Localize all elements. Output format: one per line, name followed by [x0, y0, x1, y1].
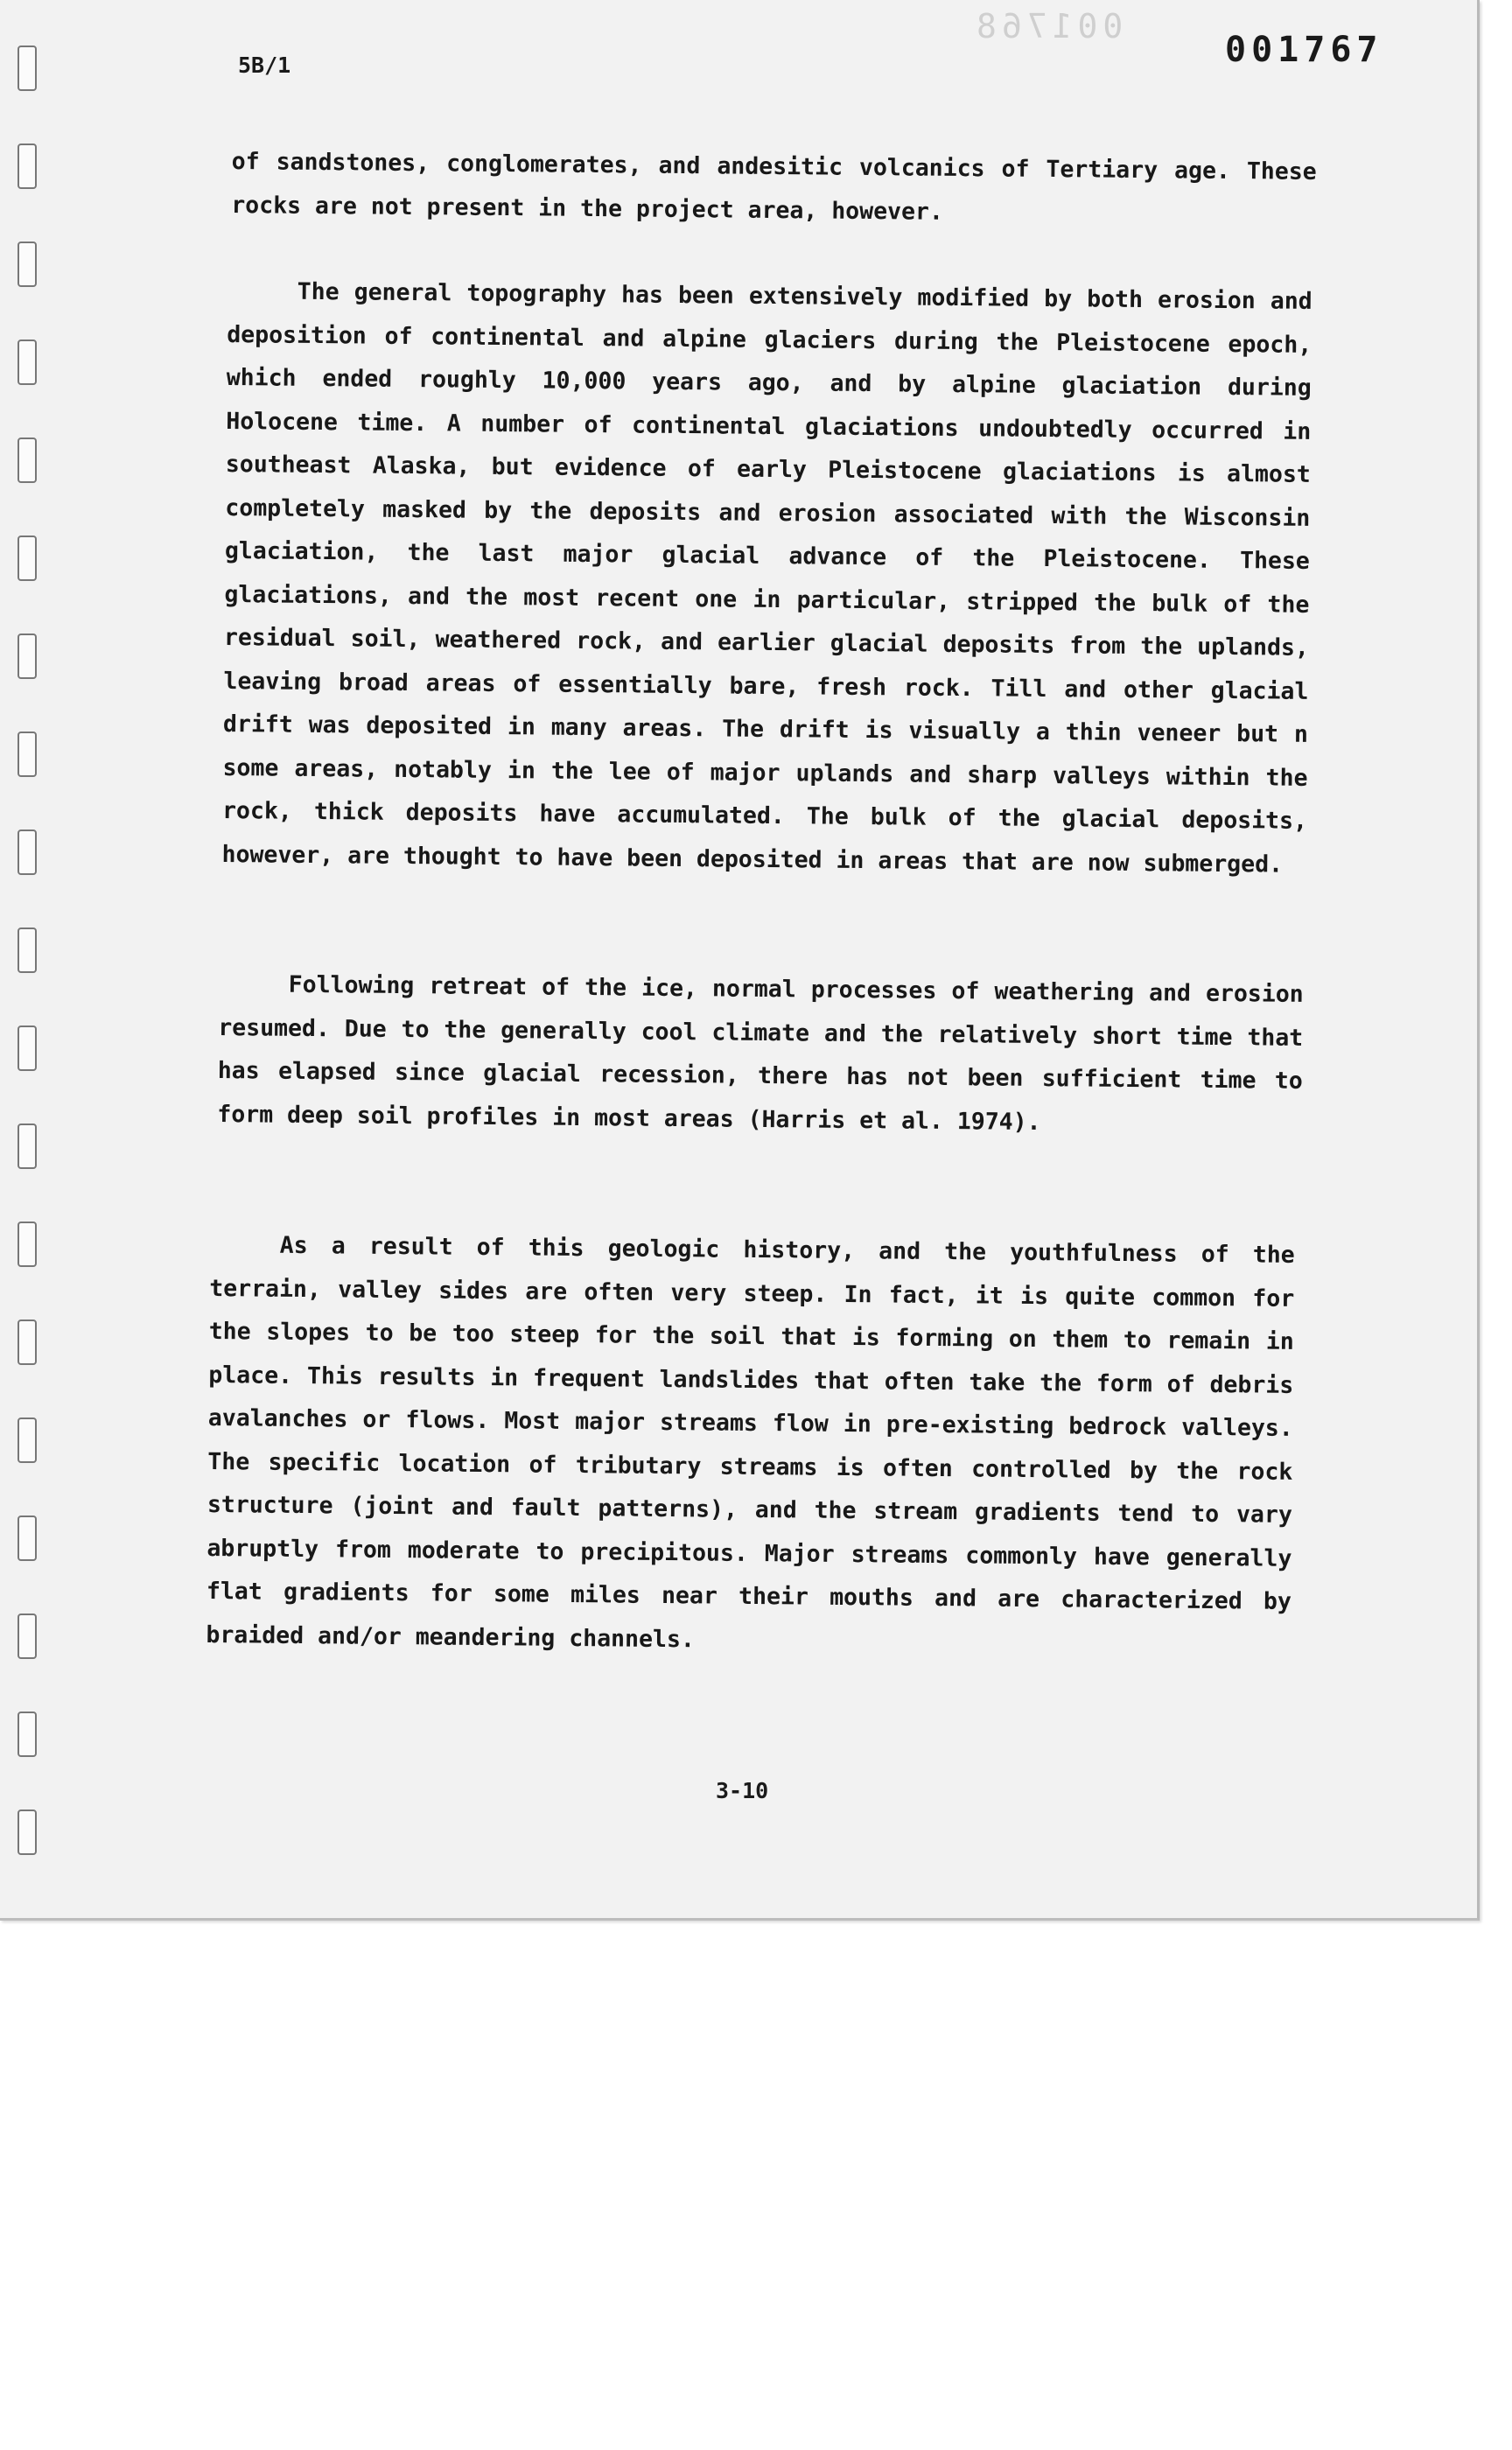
punch-hole: [18, 1124, 37, 1169]
punch-hole: [18, 242, 37, 287]
paragraph-continuation: [231, 140, 1317, 237]
punch-hole: [18, 634, 37, 679]
document-number: 001767: [1225, 30, 1383, 70]
paragraph-text: Following retreat of the ice, normal processes of weathering and erosion resumed. Due to the generally cool climate and the relatively short time that has elapsed since glacial recession, there has not been sufficient time to form deep soil profiles in most areas (Harris et al. 1974).: [217, 970, 1304, 1136]
punch-hole: [18, 1712, 37, 1757]
punch-hole: [18, 536, 37, 581]
punch-hole: [18, 46, 37, 91]
punch-hole: [18, 1222, 37, 1267]
paragraph-topography: [221, 270, 1312, 886]
paragraph-geologic-history: [206, 1223, 1295, 1667]
punch-hole: [18, 830, 37, 875]
paragraph-text: The general topography has been extensively modified by both erosion and deposition of continental and alpine glaciers during the Pleistocene epoch, which ended roughly 10,000 years ago, and by alpine glaciation during Holocene time. A number of continental glaciations undoubtedly occurred in southeast Alaska, but evidence of early Pleistocene glaciations is almost completely masked by the deposits and erosion associated with the Wisconsin glaciation, the last major glacial advance of the Pleistocene. These glaciations, and the most recent one in particular, stripped the bulk of the residual soil, weathered rock, and earlier glacial deposits from the uplands, leaving broad areas of essentially bare, fresh rock. Till and other glacial drift was deposited in many areas. The drift is visually a thin veneer but n some areas, notably in the lee of major uplands and sharp valleys within the rock, thick deposits have accumulated. The bulk of the glacial deposits, however, are thought to have been deposited in areas that are now submerged.: [221, 277, 1312, 878]
punch-hole: [18, 928, 37, 973]
punch-hole: [18, 1026, 37, 1071]
punch-hole: [18, 1320, 37, 1365]
punch-hole: [18, 1516, 37, 1561]
paragraph-text: of sandstones, conglomerates, and andesitic volcanics of Tertiary age. These rocks are not present in the project area, however.: [231, 147, 1317, 226]
punch-hole: [18, 732, 37, 777]
punch-hole: [18, 438, 37, 483]
page-number: 3-10: [716, 1778, 769, 1803]
paragraph-text: As a result of this geologic history, and the youthfulness of the terrain, valley sides are often very steep. In fact, it is quite common for the slopes to be too steep for the soil that is forming on them to remain in place. This results in frequent landslides that often take the form of debris avalanches or flows. Most major streams flow in pre-existing bedrock valleys. The specific location of tributary streams is often controlled by the rock structure (joint and fault patterns), and the stream gradients tend to vary abruptly from moderate to precipitous. Major streams commonly have generally flat gradients for some miles near their mouths and are characterized by braided and/or meandering channels.: [206, 1231, 1295, 1653]
bleed-through-number: 001768: [971, 7, 1124, 46]
punch-hole: [18, 144, 37, 189]
punch-hole: [18, 340, 37, 385]
punch-hole: [18, 1810, 37, 1855]
paragraph-weathering: [217, 962, 1304, 1146]
binder-punch-holes: [18, 46, 40, 1866]
punch-hole: [18, 1614, 37, 1659]
punch-hole: [18, 1418, 37, 1463]
section-label: 5B/1: [238, 52, 291, 78]
